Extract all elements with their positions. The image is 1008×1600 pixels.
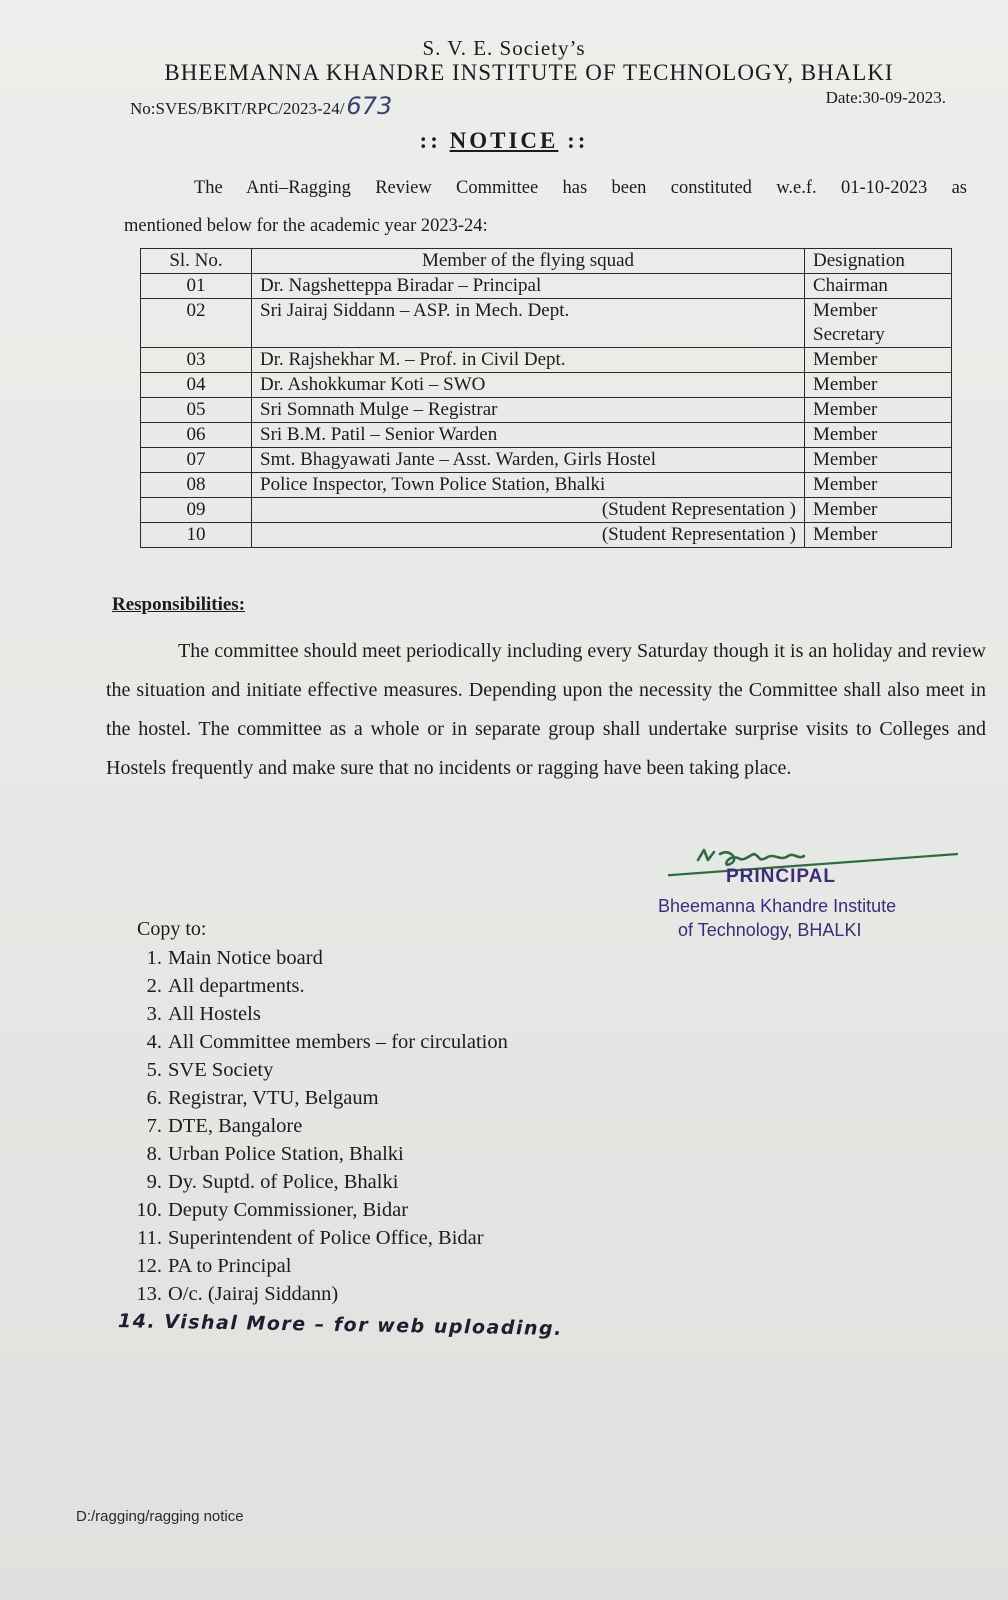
list-item [130, 1280, 508, 1308]
row-designation: Member [805, 398, 952, 423]
row-designation: Member [805, 423, 952, 448]
row-member: Police Inspector, Town Police Station, Bhalki [252, 473, 805, 498]
row-sl-no: 08 [141, 473, 252, 498]
row-member: Sri B.M. Patil – Senior Warden [252, 423, 805, 448]
row-member: (Student Representation ) [252, 498, 805, 523]
footer-file-path: D:/ragging/ragging notice [76, 1508, 244, 1525]
list-item-number: 4. [146, 1031, 162, 1053]
row-sl-no: 03 [141, 348, 252, 373]
row-member: Dr. Ashokkumar Koti – SWO [252, 373, 805, 398]
list-item-text: Main Notice board [168, 947, 323, 969]
list-item-number: 3. [146, 1003, 162, 1025]
reference-number [130, 92, 392, 120]
list-item-text: O/c. (Jairaj Siddann) [168, 1283, 339, 1305]
reference-prefix: No:SVES/BKIT/RPC/2023-24/ [130, 99, 345, 118]
table-row [141, 498, 952, 523]
row-designation: Member [805, 448, 952, 473]
row-designation: Chairman [805, 274, 952, 299]
header-member: Member of the flying squad [252, 249, 805, 274]
list-item-text: DTE, Bangalore [168, 1115, 303, 1137]
row-member: (Student Representation ) [252, 523, 805, 548]
table-row [141, 348, 952, 373]
list-item-number: 7. [146, 1115, 162, 1137]
table-header-row [141, 249, 952, 274]
list-item [130, 972, 508, 1000]
list-item-number: 2. [146, 975, 162, 997]
notice-date: Date:30-09-2023. [825, 88, 946, 107]
intro-line-2: mentioned below for the academic year 2023-24: [124, 216, 488, 236]
stamp-line-1: Bheemanna Khandre Institute [658, 896, 897, 916]
table-row [141, 398, 952, 423]
list-item-number: 8. [146, 1143, 162, 1165]
row-member: Smt. Bhagyawati Jante – Asst. Warden, Girls Hostel [252, 448, 805, 473]
copy-to-heading: Copy to: [137, 918, 207, 940]
row-designation: Member Secretary [805, 299, 952, 348]
list-item-number: 1. [146, 947, 162, 969]
list-item [130, 1140, 508, 1168]
row-sl-no: 09 [141, 498, 252, 523]
flying-squad-table [140, 248, 952, 548]
row-sl-no: 02 [141, 299, 252, 348]
notice-title-suffix: :: [567, 128, 589, 153]
list-item-number: 6. [146, 1087, 162, 1109]
row-sl-no: 07 [141, 448, 252, 473]
notice-title-prefix: :: [419, 128, 441, 153]
row-sl-no: 05 [141, 398, 252, 423]
list-item [130, 944, 508, 972]
row-designation: Member [805, 473, 952, 498]
responsibilities-body: The committee should meet periodically including every Saturday though it is an holiday and review the situation and initiate effective measures. Depending upon the necessity the Committee shall also meet in the hostel. The committee as a whole or in separate group shall undertake surprise visits to Colleges and Hostels frequently and make sure that no incidents or ragging have been taking place. [106, 640, 986, 779]
list-item-text: SVE Society [168, 1059, 274, 1081]
table-row [141, 473, 952, 498]
list-item [130, 1028, 508, 1056]
list-item-number: 13. [136, 1283, 162, 1305]
row-sl-no: 01 [141, 274, 252, 299]
table-row [141, 423, 952, 448]
notice-title [0, 128, 1008, 154]
list-item-text: Deputy Commissioner, Bidar [168, 1199, 409, 1221]
list-item-text: Dy. Suptd. of Police, Bhalki [168, 1171, 399, 1193]
header-designation: Designation [805, 249, 952, 274]
list-item-number: 10. [136, 1199, 162, 1221]
list-item [130, 1196, 508, 1224]
list-item-number: 11. [137, 1227, 162, 1249]
row-designation: Member [805, 523, 952, 548]
list-item-text: All Committee members – for circulation [168, 1031, 508, 1053]
table-row [141, 448, 952, 473]
stamp-line-2: of Technology, BHALKI [678, 920, 862, 940]
list-item-number: 9. [146, 1171, 162, 1193]
list-item [130, 1000, 508, 1028]
row-sl-no: 04 [141, 373, 252, 398]
row-sl-no: 10 [141, 523, 252, 548]
row-designation: Member [805, 373, 952, 398]
row-member: Dr. Rajshekhar M. – Prof. in Civil Dept. [252, 348, 805, 373]
table-row [141, 373, 952, 398]
institute-name: BHEEMANNA KHANDRE INSTITUTE OF TECHNOLOGY, BHALKI [164, 60, 894, 85]
table-row [141, 523, 952, 548]
list-item-text: Superintendent of Police Office, Bidar [168, 1227, 484, 1249]
responsibilities-heading: Responsibilities: [112, 594, 246, 615]
header-sl-no: Sl. No. [141, 249, 252, 274]
list-item-text: PA to Principal [168, 1255, 292, 1277]
handwritten-copy-item: 14. Vishal More – for web uploading. [117, 1310, 563, 1340]
copy-to-list [130, 944, 508, 1308]
list-item-text: All Hostels [168, 1003, 261, 1025]
list-item-text: Registrar, VTU, Belgaum [168, 1087, 379, 1109]
notice-title-text: NOTICE [449, 128, 559, 153]
list-item [130, 1056, 508, 1084]
principal-title: PRINCIPAL [726, 866, 836, 887]
table-row [141, 299, 952, 348]
society-name: S. V. E. Society’s [422, 36, 586, 60]
row-sl-no: 06 [141, 423, 252, 448]
list-item [130, 1084, 508, 1112]
intro-line-1: The Anti–Ragging Review Committee has been constituted w.e.f. 01-10-2023 as [194, 178, 967, 198]
list-item-text: All departments. [168, 975, 305, 997]
list-item [130, 1112, 508, 1140]
list-item-text: Urban Police Station, Bhalki [168, 1143, 404, 1165]
list-item [130, 1224, 508, 1252]
row-designation: Member [805, 348, 952, 373]
list-item-number: 12. [136, 1255, 162, 1277]
reference-handwritten-number: 673 [346, 92, 393, 120]
row-designation: Member [805, 498, 952, 523]
list-item [130, 1252, 508, 1280]
table-row [141, 274, 952, 299]
row-member: Sri Jairaj Siddann – ASP. in Mech. Dept. [252, 299, 805, 348]
list-item [130, 1168, 508, 1196]
row-member: Dr. Nagshetteppa Biradar – Principal [252, 274, 805, 299]
list-item-number: 5. [146, 1059, 162, 1081]
row-member: Sri Somnath Mulge – Registrar [252, 398, 805, 423]
